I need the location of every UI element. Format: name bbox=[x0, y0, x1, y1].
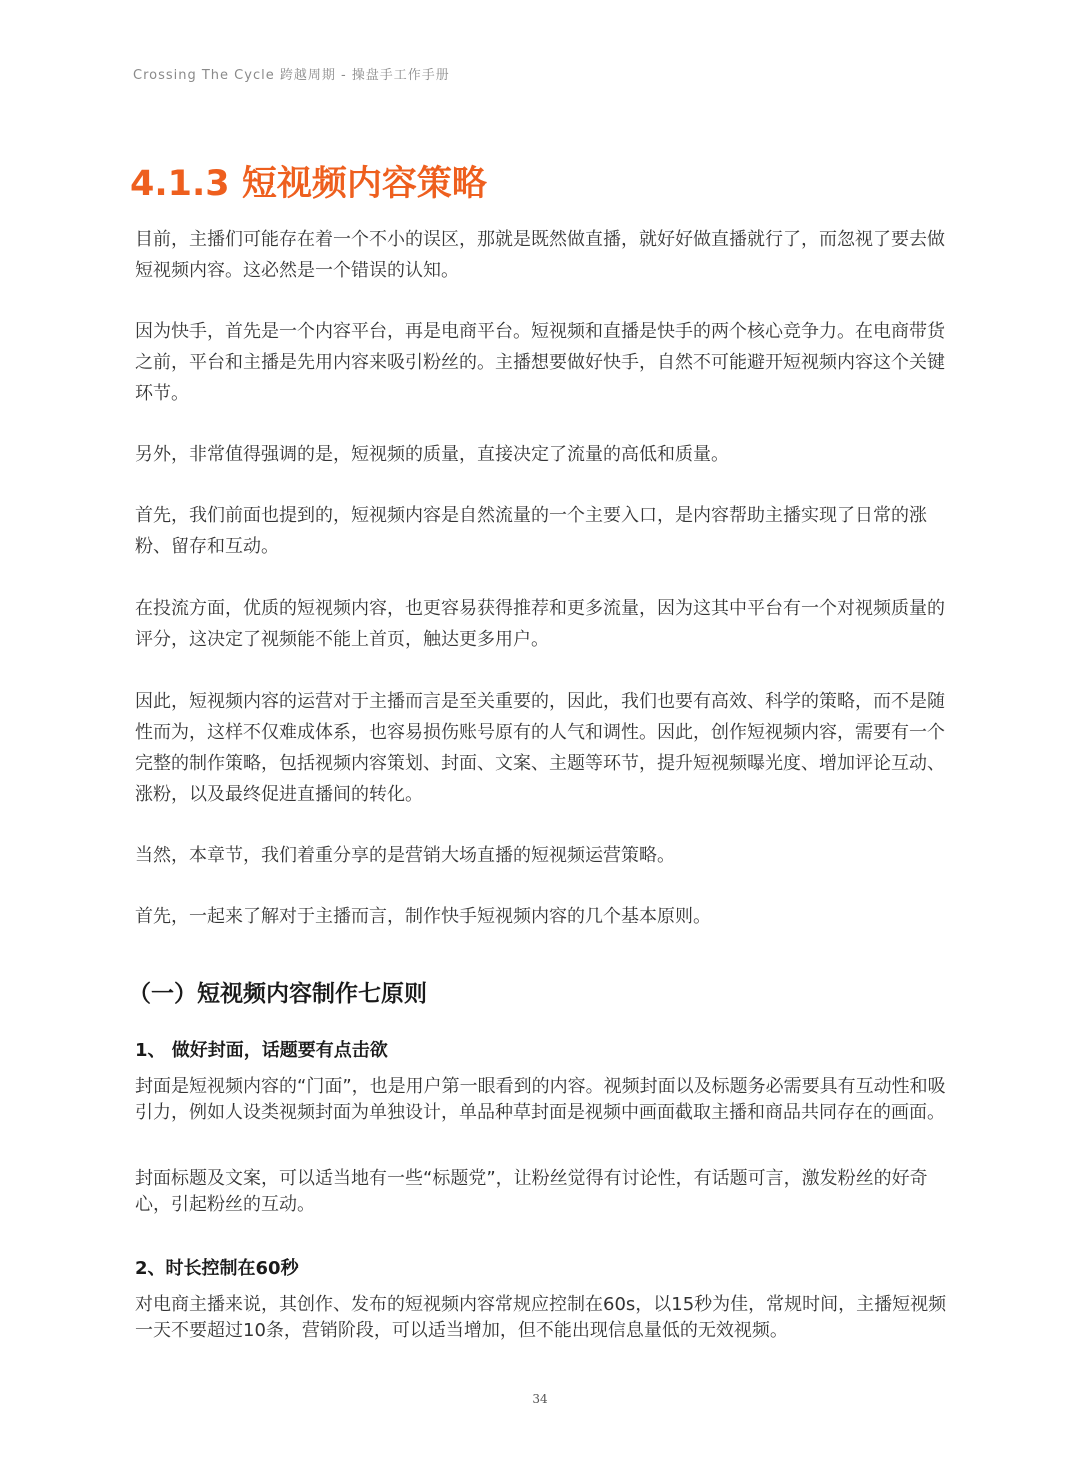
paragraph: 首先，一起来了解对于主播而言，制作快手短视频内容的几个基本原则。 bbox=[135, 906, 711, 927]
paragraph: 在投流方面，优质的短视频内容，也更容易获得推荐和更多流量，因为这其中平台有一个对视频质量的评分，这决定了视频能不能上首页，触达更多用户。 bbox=[135, 598, 945, 650]
paragraph: 当然，本章节，我们着重分享的是营销大场直播的短视频运营策略。 bbox=[135, 845, 675, 866]
principle-paragraph: 封面是短视频内容的“门面”，也是用户第一眼看到的内容。视频封面以及标题务必需要具有互动性和吸引力，例如人设类视频封面为单独设计，单品种草封面是视频中画面截取主播和商品共同存在的画面。 bbox=[135, 1076, 946, 1123]
principle-heading: 2、时长控制在60秒 bbox=[135, 1258, 299, 1279]
principle-paragraph: 封面标题及文案，可以适当地有一些“标题党”，让粉丝觉得有讨论性，有话题可言，激发粉丝的好奇心，引起粉丝的互动。 bbox=[135, 1168, 928, 1215]
principle-paragraph: 对电商主播来说，其创作、发布的短视频内容常规应控制在60s，以15秒为佳，常规时间，主播短视频一天不要超过10条，营销阶段，可以适当增加，但不能出现信息量低的无效视频。 bbox=[135, 1294, 947, 1341]
running-header: Crossing The Cycle 跨越周期 - 操盘手工作手册 bbox=[133, 68, 450, 83]
paragraph: 因此，短视频内容的运营对于主播而言是至关重要的，因此，我们也要有高效、科学的策略，而不是随性而为，这样不仅难成体系，也容易损伤账号原有的人气和调性。因此，创作短视频内容，需要有一个完整的制作策略，包括视频内容策划、封面、文案、主题等环节，提升短视频曝光度、增加评论互动、涨粉，以及最终促进直播间的转化。 bbox=[135, 691, 945, 805]
paragraph: 首先，我们前面也提到的，短视频内容是自然流量的一个主要入口，是内容帮助主播实现了日常的涨粉、留存和互动。 bbox=[135, 505, 927, 557]
subsection-title: （一）短视频内容制作七原则 bbox=[128, 981, 427, 1007]
page-number: 34 bbox=[532, 1392, 548, 1406]
paragraph: 目前，主播们可能存在着一个不小的误区，那就是既然做直播，就好好做直播就行了，而忽视了要去做短视频内容。这必然是一个错误的认知。 bbox=[135, 229, 945, 281]
section-title: 4.1.3 短视频内容策略 bbox=[130, 164, 487, 204]
paragraph: 另外，非常值得强调的是，短视频的质量，直接决定了流量的高低和质量。 bbox=[135, 444, 729, 465]
paragraph: 因为快手，首先是一个内容平台，再是电商平台。短视频和直播是快手的两个核心竞争力。在电商带货之前，平台和主播是先用内容来吸引粉丝的。主播想要做好快手，自然不可能避开短视频内容这个关键环节。 bbox=[135, 321, 945, 404]
principle-heading: 1、 做好封面，话题要有点击欲 bbox=[135, 1040, 388, 1061]
